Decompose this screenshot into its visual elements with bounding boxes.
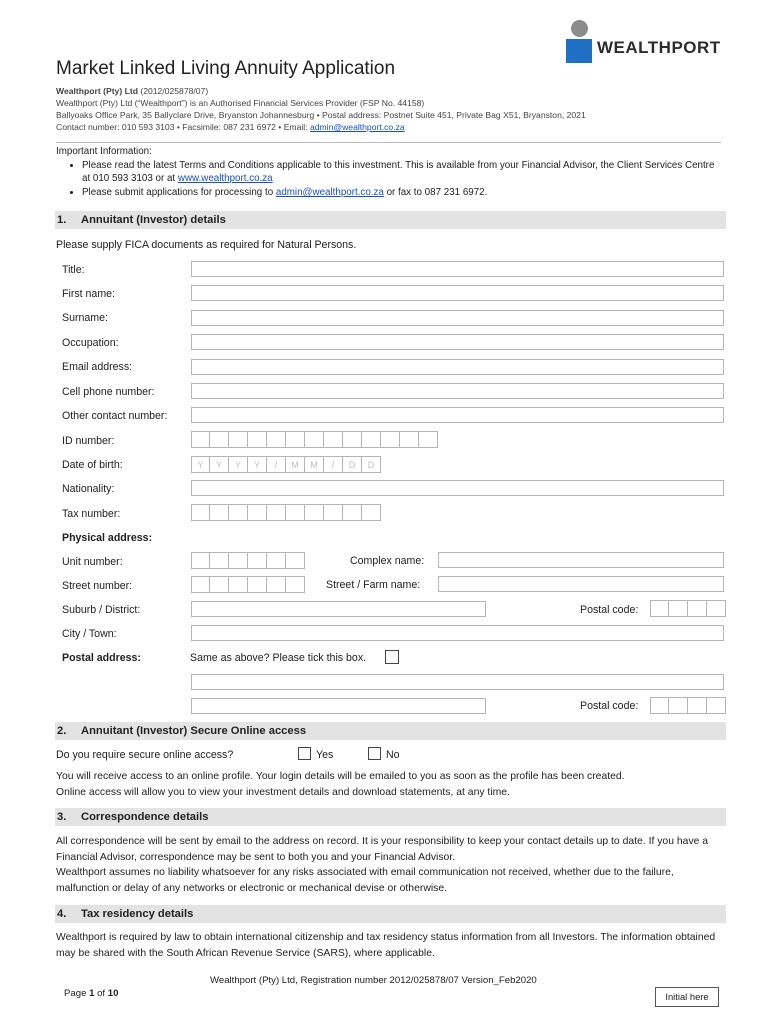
unit-cell[interactable] xyxy=(210,552,229,569)
bullet-2-post: or fax to 087 231 6972. xyxy=(383,187,488,198)
dob-cell[interactable]: Y xyxy=(191,456,210,473)
tax-residency-para: Wealthport is required by law to obtain international citizenship and tax residency status information from all Investors. The information obtained may be shared with the South African Revenue Service (SARS), where applicable. xyxy=(56,932,716,959)
nationality-label: Nationality: xyxy=(62,483,115,495)
section-4-header xyxy=(55,905,726,923)
id-cell[interactable] xyxy=(210,431,229,448)
tax-number-cells[interactable] xyxy=(191,504,381,521)
id-cell[interactable] xyxy=(267,431,286,448)
id-cell[interactable] xyxy=(191,431,210,448)
complex-name-label: Complex name: xyxy=(350,555,425,567)
page-of: of xyxy=(94,988,108,999)
postal-code2-cells[interactable] xyxy=(650,697,726,714)
unit-cell[interactable] xyxy=(229,552,248,569)
section-3-header xyxy=(55,808,726,826)
complex-name-field[interactable] xyxy=(438,552,724,568)
initial-here-box[interactable]: Initial here xyxy=(655,987,719,1007)
section-2-title: Annuitant (Investor) Secure Online access xyxy=(81,725,307,737)
other-contact-label: Other contact number: xyxy=(62,410,168,422)
id-cell[interactable] xyxy=(286,431,305,448)
company-line xyxy=(56,86,208,96)
city-label: City / Town: xyxy=(62,628,117,640)
id-number-cells[interactable] xyxy=(191,431,438,448)
bullet-2-pre: Please submit applications for processing to xyxy=(82,187,276,198)
postal-cell[interactable] xyxy=(650,600,669,617)
id-cell[interactable] xyxy=(324,431,343,448)
street-number-label: Street number: xyxy=(62,580,133,592)
dob-cell: / xyxy=(324,456,343,473)
online-access-para-1: You will receive access to an online profile. Your login details will be emailed to you as soon as the profile has been created. xyxy=(56,771,625,782)
section-2-header xyxy=(55,722,726,740)
id-cell[interactable] xyxy=(343,431,362,448)
important-bullet-1 xyxy=(82,159,721,185)
section-4-title: Tax residency details xyxy=(81,908,194,920)
footer-registration: Wealthport (Pty) Ltd, Registration number 2012/025878/07 Version_Feb2020 xyxy=(210,975,537,986)
dob-cell[interactable]: Y xyxy=(229,456,248,473)
occupation-label: Occupation: xyxy=(62,337,119,349)
unit-cell[interactable] xyxy=(248,552,267,569)
nationality-field[interactable] xyxy=(191,480,724,496)
email-field[interactable] xyxy=(191,359,724,375)
tax-cell[interactable] xyxy=(362,504,381,521)
surname-field[interactable] xyxy=(191,310,724,326)
website-link[interactable]: www.wealthport.co.za xyxy=(177,173,273,184)
important-bullet-2 xyxy=(82,186,721,199)
same-as-above-checkbox[interactable] xyxy=(385,650,399,664)
dob-cell[interactable]: Y xyxy=(210,456,229,473)
street-cell[interactable] xyxy=(286,576,305,593)
unit-number-cells[interactable] xyxy=(191,552,305,569)
page-title: Market Linked Living Annuity Application xyxy=(56,58,396,79)
bullet-1-text: Please read the latest Terms and Conditions applicable to this investment. This is available from your Financial Advisor, the Client Services Centre at 010 593 3103 or at xyxy=(82,160,715,184)
id-cell[interactable] xyxy=(248,431,267,448)
tax-number-label: Tax number: xyxy=(62,508,121,520)
fsp-line: Wealthport (Pty) Ltd (“Wealthport”) is an Authorised Financial Services Provider (FSP No. 44158) xyxy=(56,98,425,108)
section-1-intro: Please supply FICA documents as required for Natural Persons. xyxy=(56,239,357,251)
online-access-para-2: Online access will allow you to view your investment details and download statements, at any time. xyxy=(56,787,510,798)
contact-prefix: Contact number: 010 593 3103 • Facsimile: 087 231 6972 • Email: xyxy=(56,122,310,132)
id-cell[interactable] xyxy=(362,431,381,448)
section-1-title: Annuitant (Investor) details xyxy=(81,214,226,226)
dob-label: Date of birth: xyxy=(62,459,123,471)
postal-code-cells[interactable] xyxy=(650,600,726,617)
section-4-number: 4. xyxy=(57,908,67,920)
online-access-question: Do you require secure online access? xyxy=(56,749,234,761)
unit-number-label: Unit number: xyxy=(62,556,123,568)
tax-cell[interactable] xyxy=(267,504,286,521)
street-cell[interactable] xyxy=(248,576,267,593)
important-info xyxy=(56,142,721,200)
dob-cell: / xyxy=(267,456,286,473)
email-label: Email address: xyxy=(62,361,133,373)
postal-address-line2-field[interactable] xyxy=(191,698,486,714)
correspondence-para-2: Wealthport assumes no liability whatsoever for any risks associated with email communication not received, whether due to the failure, malfunction or delay of any networks or electronic or mechanical devise or otherwise. xyxy=(56,867,674,894)
postal-cell[interactable] xyxy=(688,600,707,617)
contact-line xyxy=(56,122,405,132)
same-as-above-label: Same as above? Please tick this box. xyxy=(190,652,367,664)
page-number xyxy=(64,988,118,999)
section-3-title: Correspondence details xyxy=(81,811,209,823)
street-name-label: Street / Farm name: xyxy=(326,579,421,591)
tax-cell[interactable] xyxy=(229,504,248,521)
tax-cell[interactable] xyxy=(286,504,305,521)
occupation-field[interactable] xyxy=(191,334,724,350)
dob-cell[interactable]: D xyxy=(343,456,362,473)
page-prefix: Page xyxy=(64,988,90,999)
title-field[interactable] xyxy=(191,261,724,277)
page-total: 10 xyxy=(107,988,119,999)
street-cell[interactable] xyxy=(229,576,248,593)
tax-cell[interactable] xyxy=(324,504,343,521)
id-cell[interactable] xyxy=(381,431,400,448)
postal-address-label: Postal address: xyxy=(62,652,141,664)
street-cell[interactable] xyxy=(210,576,229,593)
postal-cell[interactable] xyxy=(669,697,688,714)
suburb-field[interactable] xyxy=(191,601,486,617)
dob-cell[interactable]: M xyxy=(286,456,305,473)
postal-code2-label: Postal code: xyxy=(580,700,639,712)
postal-cell[interactable] xyxy=(650,697,669,714)
company-name: Wealthport (Pty) Ltd xyxy=(56,86,138,96)
company-reg: (2012/025878/07) xyxy=(137,86,209,96)
suburb-label: Suburb / District: xyxy=(62,604,141,616)
postal-cell[interactable] xyxy=(688,697,707,714)
tax-cell[interactable] xyxy=(191,504,210,521)
other-contact-field[interactable] xyxy=(191,407,724,423)
address-line: Ballyoaks Office Park, 35 Ballyclare Drive, Bryanston Johannesburg • Postal address: Postnet Suite 451, Private Bag X51, Bryanston, 2021 xyxy=(56,110,586,120)
postal-cell[interactable] xyxy=(669,600,688,617)
yes-checkbox[interactable] xyxy=(298,747,311,760)
physical-address-label: Physical address: xyxy=(62,532,153,544)
section-1-number: 1. xyxy=(57,214,67,226)
unit-cell[interactable] xyxy=(286,552,305,569)
cell-label: Cell phone number: xyxy=(62,386,155,398)
id-cell[interactable] xyxy=(419,431,438,448)
unit-cell[interactable] xyxy=(267,552,286,569)
street-cell[interactable] xyxy=(191,576,210,593)
tax-cell[interactable] xyxy=(210,504,229,521)
first-name-field[interactable] xyxy=(191,285,724,301)
street-number-cells[interactable] xyxy=(191,576,305,593)
first-name-label: First name: xyxy=(62,288,115,300)
postal-address-line1-field[interactable] xyxy=(191,674,724,690)
tax-cell[interactable] xyxy=(305,504,324,521)
street-cell[interactable] xyxy=(267,576,286,593)
postal-code-label: Postal code: xyxy=(580,604,639,616)
tax-cell[interactable] xyxy=(343,504,362,521)
id-cell[interactable] xyxy=(229,431,248,448)
section-1-header xyxy=(55,211,726,229)
dob-cell[interactable]: D xyxy=(362,456,381,473)
logo-mark xyxy=(566,20,594,64)
tax-cell[interactable] xyxy=(248,504,267,521)
submit-email-link[interactable]: admin@wealthport.co.za xyxy=(275,187,384,198)
logo-dot-icon xyxy=(571,20,588,37)
dob-cell[interactable]: Y xyxy=(248,456,267,473)
correspondence-para-1: All correspondence will be sent by email to the address on record. It is your responsibility to keep your contact details up to date. If you have a Financial Advisor, correspondence may be sent to both you and your Financial Advisor. xyxy=(56,836,709,863)
section-2-number: 2. xyxy=(57,725,67,737)
id-number-label: ID number: xyxy=(62,435,115,447)
id-cell[interactable] xyxy=(305,431,324,448)
city-field[interactable] xyxy=(191,625,724,641)
page-current: 1 xyxy=(89,988,95,999)
id-cell[interactable] xyxy=(400,431,419,448)
postal-cell[interactable] xyxy=(707,600,726,617)
unit-cell[interactable] xyxy=(191,552,210,569)
logo-bar-icon xyxy=(566,39,592,63)
dob-cell[interactable]: M xyxy=(305,456,324,473)
title-label: Title: xyxy=(62,264,85,276)
surname-label: Surname: xyxy=(62,312,108,324)
important-heading: Important Information: xyxy=(56,146,152,157)
cell-field[interactable] xyxy=(191,383,724,399)
email-link[interactable]: admin@wealthport.co.za xyxy=(309,122,405,132)
no-checkbox[interactable] xyxy=(368,747,381,760)
logo-text: WEALTHPORT xyxy=(597,38,721,57)
postal-cell[interactable] xyxy=(707,697,726,714)
yes-label: Yes xyxy=(316,749,334,761)
section-3-number: 3. xyxy=(57,811,67,823)
street-name-field[interactable] xyxy=(438,576,724,592)
dob-cells[interactable] xyxy=(191,456,381,473)
no-label: No xyxy=(386,749,400,761)
